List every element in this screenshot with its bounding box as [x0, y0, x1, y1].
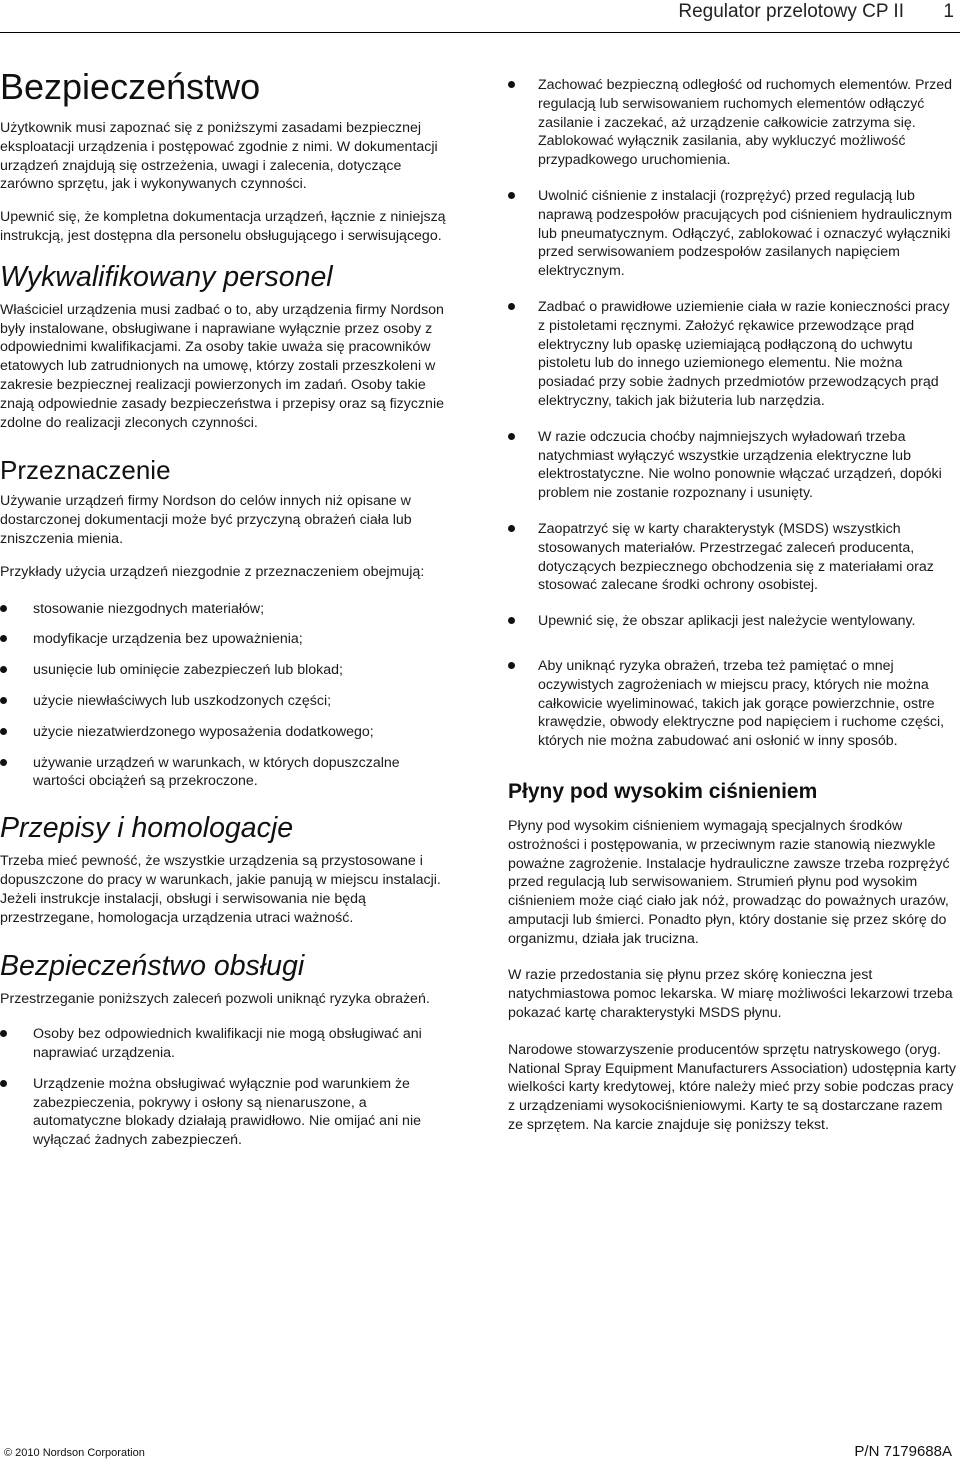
- list-item: Zachować bezpieczną odległość od ruchomych elementów. Przed regulacją lub serwisowaniem ruchomych elementów odłączyć zasilanie i zaczekać, aż urządzenie całkowicie zatrzyma się. Zablokować wyłącznik zasilania, aby wykluczyć możliwość przypadkowego uruchomienia.: [508, 76, 958, 170]
- copyright-icon: ©: [4, 1447, 13, 1459]
- bullet-icon: [508, 433, 515, 440]
- document-title: Regulator przelotowy CP II: [678, 1, 904, 22]
- heading-high-pressure-fluids: Płyny pod wysokim ciśnieniem: [508, 779, 818, 803]
- list-item: Osoby bez odpowiednich kwalifikacji nie mogą obsługiwać ani naprawiać urządzenia.: [0, 1025, 452, 1063]
- heading-safety: Bezpieczeństwo: [0, 66, 261, 107]
- list-item: Aby uniknąć ryzyka obrażeń, trzeba też pamiętać o mnej oczywistych zagrożeniach w miejscu pracy, których nie można całkowicie wyeliminować, takich jak gorące powierzchnie, ostre krawędzie, obwody elektryczne pod napięciem i ruchome części, których nie można zabudować ani osłonić w inny sposób.: [508, 657, 958, 751]
- operation-list: [0, 1025, 452, 1150]
- paragraph-personnel: Właściciel urządzenia musi zadbać o to, aby urządzenia firmy Nordson były instalowane, obsługiwane i naprawiane wyłącznie przez osoby z odpowiednimi kwalifikacjami. Za osoby takie uważa się pracowników etatowych lub zatrudnionych na umowę, którzy zostali przeszkoleni w zakresie bezpiecznej realizacji powierzonych im zadań. Osoby takie znają odpowiednie zasady bezpieczeństwa i przepisy oraz są fizycznie zdolne do realizacji zleconych czynności.: [0, 301, 444, 431]
- list-item: Urządzenie można obsługiwać wyłącznie pod warunkiem że zabezpieczenia, pokrywy i osłony są nienaruszone, a automatyczne blokady działają prawidłowo. Nie omijać ani nie wyłączać żadnych zabezpieczeń.: [0, 1075, 452, 1150]
- bullet-icon: [508, 525, 515, 532]
- bullet-icon: [0, 1080, 7, 1087]
- bullet-icon: [508, 303, 515, 310]
- list-item: usunięcie lub ominięcie zabezpieczeń lub blokad;: [0, 661, 452, 680]
- list-item: W razie odczucia choćby najmniejszych wyładowań trzeba natychmiast wyłączyć wszystkie urządzenia elektryczne lub elektrostatyczne. Nie wolno ponownie włączać urządzeń, dopóki problem nie zostanie rozpoznany i usunięty.: [508, 428, 958, 503]
- paragraph-fluids-3: Narodowe stowarzyszenie producentów sprzętu natryskowego (oryg. National Spray Equipment Manufacturers Association) udostępnia karty wielkości karty kredytowej, które należy mieć przy sobie podczas pracy z urządzeniami wysokociśnieniowymi. Karty te są dostarczane razem ze sprzętem. Na karcie znajduje się poniższy tekst.: [508, 1041, 956, 1134]
- bullet-icon: [0, 605, 7, 612]
- bullet-icon: [508, 662, 515, 669]
- paragraph-operation: Przestrzeganie poniższych zaleceń pozwoli uniknąć ryzyka obrażeń.: [0, 991, 430, 1008]
- list-item: modyfikacje urządzenia bez upoważnienia;: [0, 630, 452, 649]
- list-item: Zadbać o prawidłowe uziemienie ciała w razie konieczności pracy z pistoletami ręcznymi. Założyć rękawice przewodzące prąd elektryczny lub opaskę uziemiającą podłączoną do uchwytu pistoletu lub do innego uziemionego elementu. Nie można posiadać przy sobie żadnych przedmiotów przewodzących prąd elektryczny, takich jak biżuteria lub narzędzia.: [508, 298, 958, 411]
- misuse-list: [0, 600, 452, 792]
- paragraph-intended-use: Używanie urządzeń firmy Nordson do celów innych niż opisane w dostarczonej dokumentacji może być przyczyną obrażeń ciała lub zniszczenia mienia.: [0, 493, 412, 547]
- paragraph-fluids-1: Płyny pod wysokim ciśnieniem wymagają specjalnych środków ostrożności i postępowania, w przeciwnym razie stanowią niezwykle poważne zagrożenie. Instalacje hydrauliczne zawsze trzeba rozprężyć przed regulacją lub serwisowaniem. Strumień płynu pod wysokim ciśnieniem może ciąć ciało jak nóż, prowadząc do poważnych urazów, amputacji lub śmierci. Ponadto płyn, który dostanie się przez skórę do organizmu, działa jak trucizna.: [508, 817, 950, 947]
- bullet-icon: [0, 759, 7, 766]
- bullet-icon: [0, 697, 7, 704]
- list-item: stosowanie niezgodnych materiałów;: [0, 600, 452, 619]
- paragraph-fluids-2: W razie przedostania się płynu przez skórę konieczna jest natychmiastowa pomoc lekarska. W miarę możliwości lekarzowi trzeba pokazać kartę charakterystyki MSDS płynu.: [508, 967, 953, 1022]
- page-footer: [0, 1440, 960, 1469]
- heading-operation-safety: Bezpieczeństwo obsługi: [0, 950, 305, 983]
- paragraph-misuse-examples: Przykłady użycia urządzeń niezgodnie z przeznaczeniem obejmują:: [0, 563, 425, 580]
- bullet-icon: [508, 81, 515, 88]
- left-column: [0, 66, 452, 1162]
- heading-qualified-personnel: Wykwalifikowany personel: [0, 260, 333, 293]
- list-item: użycie niewłaściwych lub uszkodzonych części;: [0, 692, 452, 711]
- list-item: używanie urządzeń w warunkach, w których dopuszczalne wartości obciążeń są przekroczone.: [0, 754, 452, 792]
- heading-intended-use: Przeznaczenie: [0, 455, 171, 486]
- list-item: użycie niezatwierdzonego wyposażenia dodatkowego;: [0, 723, 452, 742]
- paragraph-regulations: Trzeba mieć pewność, że wszystkie urządzenia są przystosowane i dopuszczone do pracy w warunkach, jakie panują w miejscu instalacji. Jeżeli instrukcje instalacji, obsługi i serwisowania nie będą przestrzegane, homologacja urządzenia utraci ważność.: [0, 853, 441, 926]
- list-item: Uwolnić ciśnienie z instalacji (rozprężyć) przed regulacją lub naprawą podzespołów pracujących pod ciśnieniem hydraulicznym lub pneumatycznym. Odłączyć, zablokować i oznaczyć wyłączniki przed serwisowaniem podzespołów zasilanych napięciem elektrycznym.: [508, 187, 958, 281]
- bullet-icon: [0, 635, 7, 642]
- paragraph-documentation: Upewnić się, że kompletna dokumentacja urządzeń, łącznie z niniejszą instrukcją, jest dostępna dla personelu obsługującego i serwisującego.: [0, 209, 446, 244]
- right-column: [508, 76, 958, 1149]
- copyright: © 2010 Nordson Corporation: [4, 1447, 145, 1459]
- bullet-icon: [0, 728, 7, 735]
- paragraph-intro: Użytkownik musi zapoznać się z poniższymi zasadami bezpiecznej eksploatacji urządzenia i postępować zgodnie z nimi. W dokumentacji urządzeń znajdują się ostrzeżenia, uwagi i zalecenia, dotyczące zarówno sprzętu, jak i wykonywanych czynności.: [0, 120, 438, 193]
- part-number: P/N 7179688A: [854, 1443, 952, 1460]
- list-item: Upewnić się, że obszar aplikacji jest należycie wentylowany.: [508, 612, 958, 631]
- heading-regulations: Przepisy i homologacje: [0, 812, 294, 845]
- safety-list: [508, 76, 958, 751]
- bullet-icon: [508, 192, 515, 199]
- bullet-icon: [0, 666, 7, 673]
- page-number: 1: [943, 1, 954, 22]
- page-header: [0, 0, 960, 34]
- header-divider: [0, 32, 960, 33]
- bullet-icon: [0, 1030, 7, 1037]
- list-item: Zaopatrzyć się w karty charakterystyk (MSDS) wszystkich stosowanych materiałów. Przestrzegać zaleceń producenta, dotyczących bezpiecznego obchodzenia się z materiałami oraz stosować zalecane środki ochrony osobistej.: [508, 520, 958, 595]
- bullet-icon: [508, 617, 515, 624]
